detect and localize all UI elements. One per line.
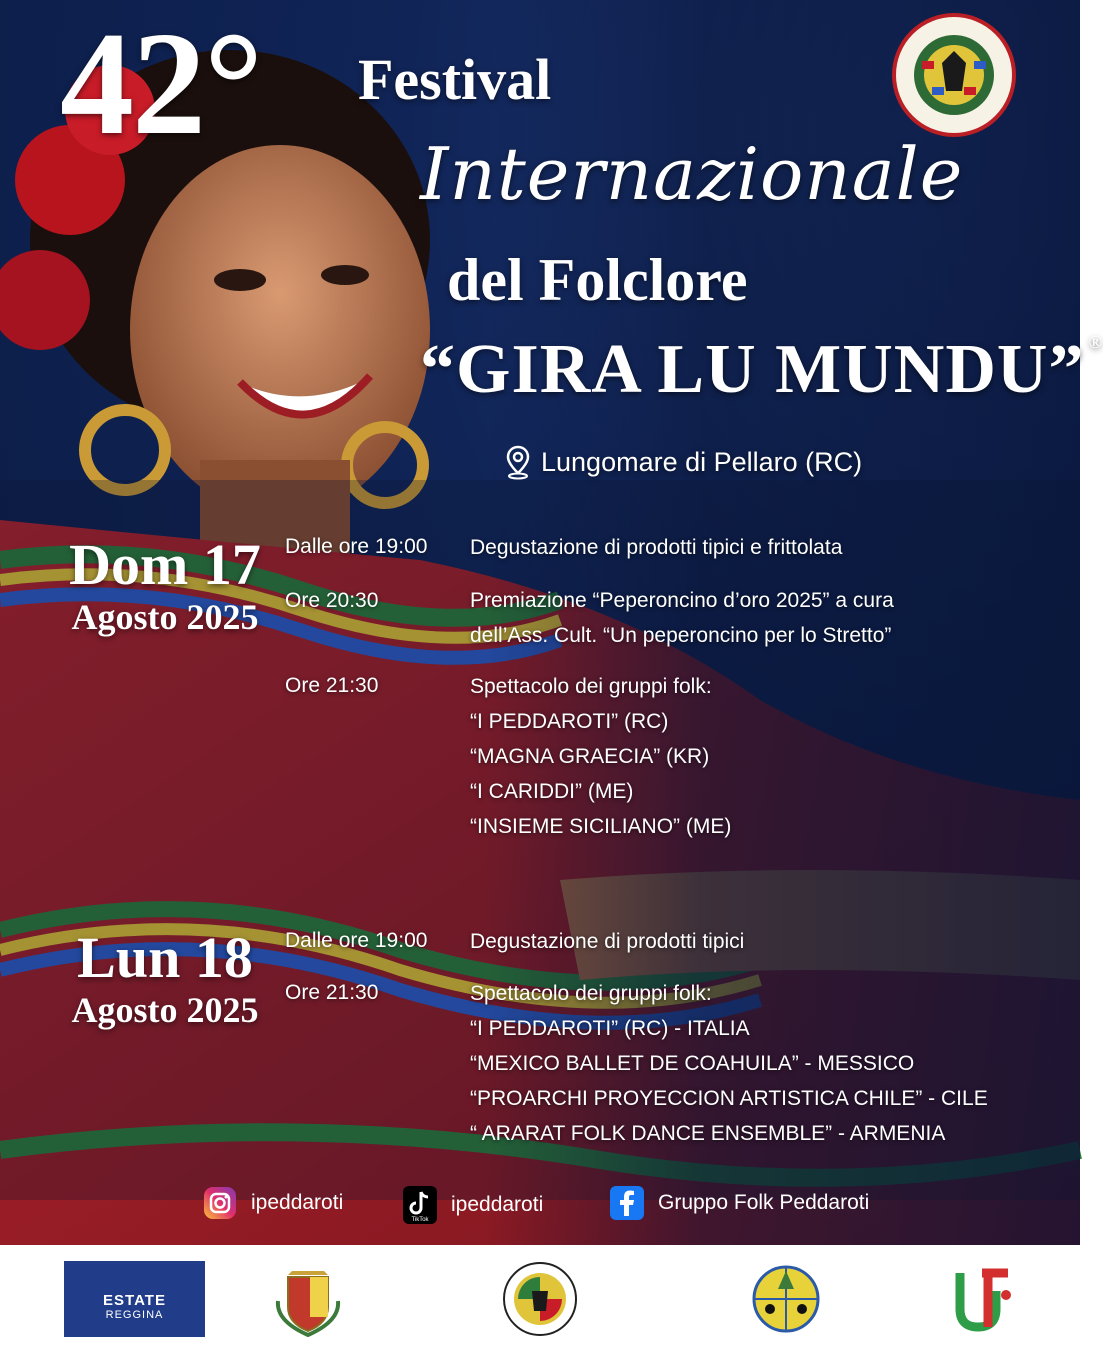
instagram-handle: ipeddaroti [251,1191,344,1214]
title-del-folclore: del Folclore [447,247,748,313]
day-block-2 [60,925,270,1031]
event-line: “ ARARAT FOLK DANCE ENSEMBLE” - ARMENIA [470,1122,946,1145]
event-line: “MEXICO BALLET DE COAHUILA” - MESSICO [470,1052,915,1075]
event-line: Spettacolo dei gruppi folk: [470,982,712,1005]
title-festival: Festival [358,47,552,112]
location-text: Lungomare di Pellaro (RC) [541,446,863,477]
estate-title: ESTATE [103,1291,166,1309]
event-line: Degustazione di prodotti tipici e frittolata [470,536,843,559]
event-line: Spettacolo dei gruppi folk: [470,675,712,698]
event-line: “MAGNA GRAECIA” (KR) [470,745,710,768]
tiktok-caption: TikTok [411,1217,429,1223]
instagram-link[interactable] [203,1186,343,1220]
tiktok-link[interactable] [403,1186,543,1224]
city-coat-of-arms-logo [272,1261,344,1337]
day-2-month: Agosto 2025 [71,989,259,1030]
day-2-event-1-time: Dalle ore 19:00 [285,929,428,952]
event-line: Premiazione “Peperoncino d’oro 2025” a cura [470,589,894,612]
tiktok-icon [403,1186,437,1224]
event-line: “I PEDDAROTI” (RC) - ITALIA [470,1017,750,1040]
event-line: dell’Ass. Cult. “Un peperoncino per lo Stretto” [470,624,892,647]
facebook-link[interactable] [610,1186,869,1220]
day-block-1 [60,532,270,638]
day-1-date: Dom 17 [69,532,261,597]
facebook-handle: Gruppo Folk Peddaroti [658,1191,870,1214]
registered-mark: ® [1088,332,1103,352]
tiktok-handle: ipeddaroti [451,1193,544,1216]
event-line: “I CARIDDI” (ME) [470,780,634,803]
edition-number: 42° [60,2,262,166]
folk-association-logo [502,1261,578,1337]
instagram-icon [203,1186,237,1220]
estate-subtitle: REGGINA [105,1308,164,1321]
social-links [0,1186,1080,1230]
day-2-event-2-desc [470,976,1050,1151]
event-line: “PROARCHI PROYECCION ARTISTICA CHILE” - CILE [470,1087,988,1110]
day-1-event-1-desc [470,530,1050,565]
estate-reggina-logo [64,1261,205,1337]
day-1-month: Agosto 2025 [71,596,259,637]
day-1-event-3-time: Ore 21:30 [285,674,379,697]
day-1-event-2-time: Ore 20:30 [285,589,379,612]
day-1-event-3-desc [470,669,1050,844]
day-2-date: Lun 18 [77,925,253,990]
facebook-icon [610,1186,644,1220]
festival-name [420,330,1103,410]
title-internazionale: Internazionale [420,132,964,216]
day-2-event-2-time: Ore 21:30 [285,981,379,1004]
day-1-event-2-desc [470,583,1050,653]
sponsor-footer [0,1245,1080,1350]
event-line: “INSIEME SICILIANO” (ME) [470,815,732,838]
ufi-logo [952,1261,1016,1337]
location-pin-icon [505,445,531,479]
location [505,445,862,479]
event-line: “I PEDDAROTI” (RC) [470,710,669,733]
day-1-event-1-time: Dalle ore 19:00 [285,535,428,558]
event-line: Degustazione di prodotti tipici [470,930,745,953]
festival-name-text: “GIRA LU MUNDU” [420,331,1085,408]
region-calabria-logo [752,1261,820,1337]
day-2-event-1-desc [470,924,1050,959]
gira-lu-mundu-logo [892,13,1016,137]
